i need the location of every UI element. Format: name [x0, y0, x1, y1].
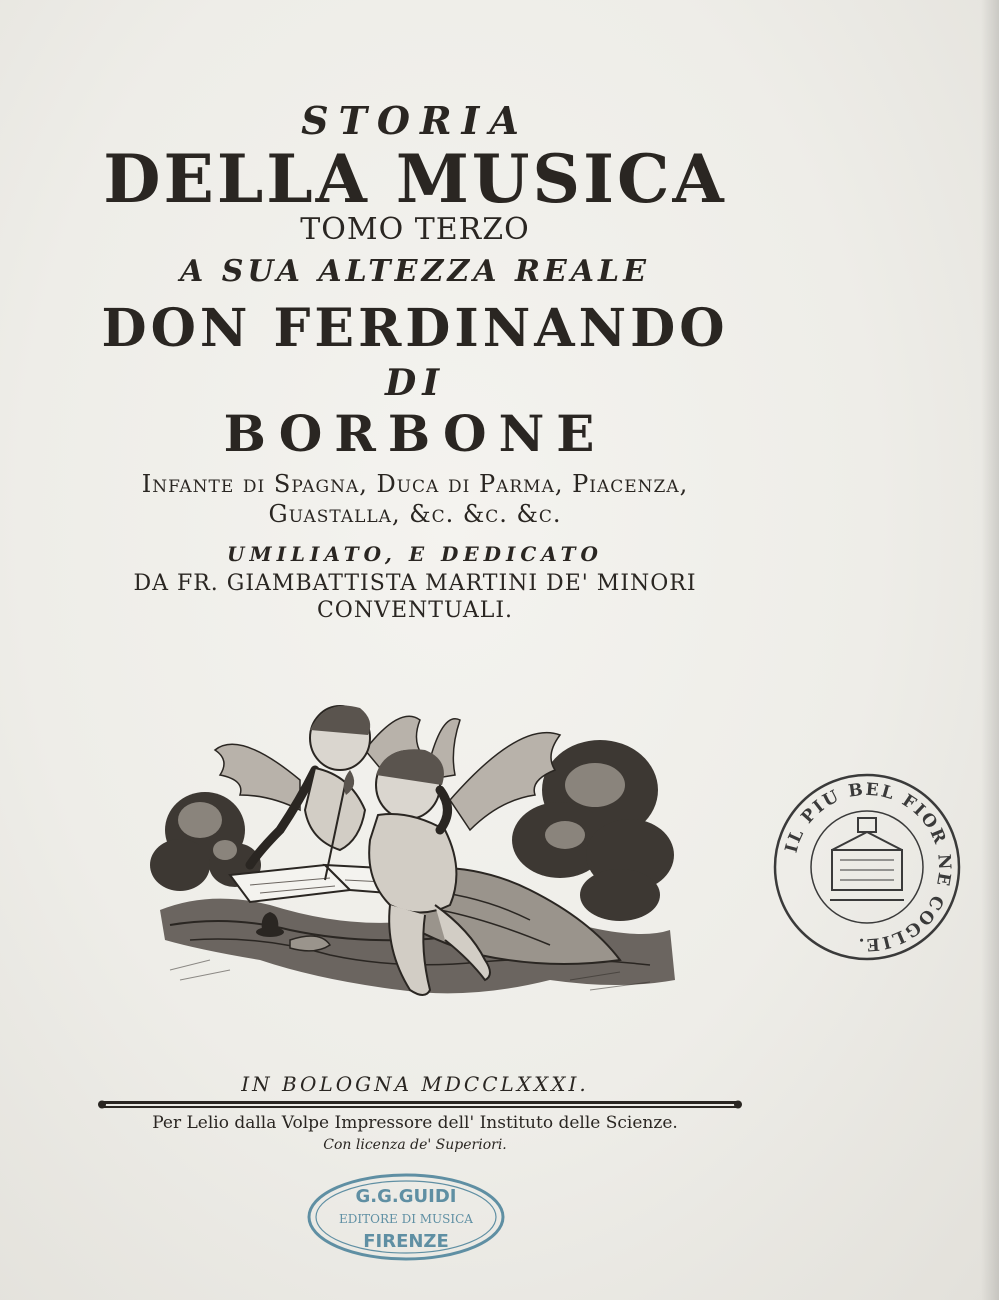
imprint-printer: Per Lelio dalla Volpe Impressore dell' Instituto delle Scienze. [152, 1113, 678, 1133]
author-order: CONVENTUALI. [316, 598, 514, 623]
dedicatee-titles-1: Infante di Spagna, Duca di Parma, Piacenza, [141, 470, 689, 498]
imprint-license: Con licenza de' Superiori. [323, 1137, 507, 1153]
dedicatee-house: BORBONE [223, 404, 607, 463]
author-line: DA FR. GIAMBATTISTA MARTINI DE' MINORI [133, 571, 697, 596]
oval-stamp-name: G.G.GUIDI [355, 1186, 457, 1207]
round-stamp-motto: IL PIU BEL FIOR NE COGLIE. [781, 779, 955, 955]
dedication-heading: A SUA ALTEZZA REALE [179, 254, 650, 289]
ornamental-rule [98, 1098, 742, 1112]
dedicatee-name: DON FERDINANDO [101, 298, 729, 359]
dedication-phrase: UMILIATO, E DEDICATO [227, 542, 603, 566]
dedicatee-titles-2: Guastalla, &c. &c. &c. [268, 500, 562, 528]
page-edge-shadow [981, 0, 999, 1300]
round-library-stamp-icon [770, 770, 964, 964]
svg-text:IL PIU BEL FIOR NE COGLIE. [782, 780, 955, 955]
dedicatee-di: DI [384, 362, 446, 404]
title-storia: STORIA [301, 98, 529, 143]
oval-publisher-stamp-icon [306, 1172, 506, 1262]
oval-stamp-city: FIRENZE [363, 1231, 449, 1252]
oval-stamp-role: EDITORE DI MUSICA [339, 1212, 473, 1226]
imprint-place-date: IN BOLOGNA MDCCLXXXI. [241, 1072, 589, 1096]
title-della-musica: DELLA MUSICA [103, 140, 727, 218]
volume-label: TOMO TERZO [300, 212, 530, 247]
cherubs-reading-engraving-icon [150, 690, 680, 1020]
